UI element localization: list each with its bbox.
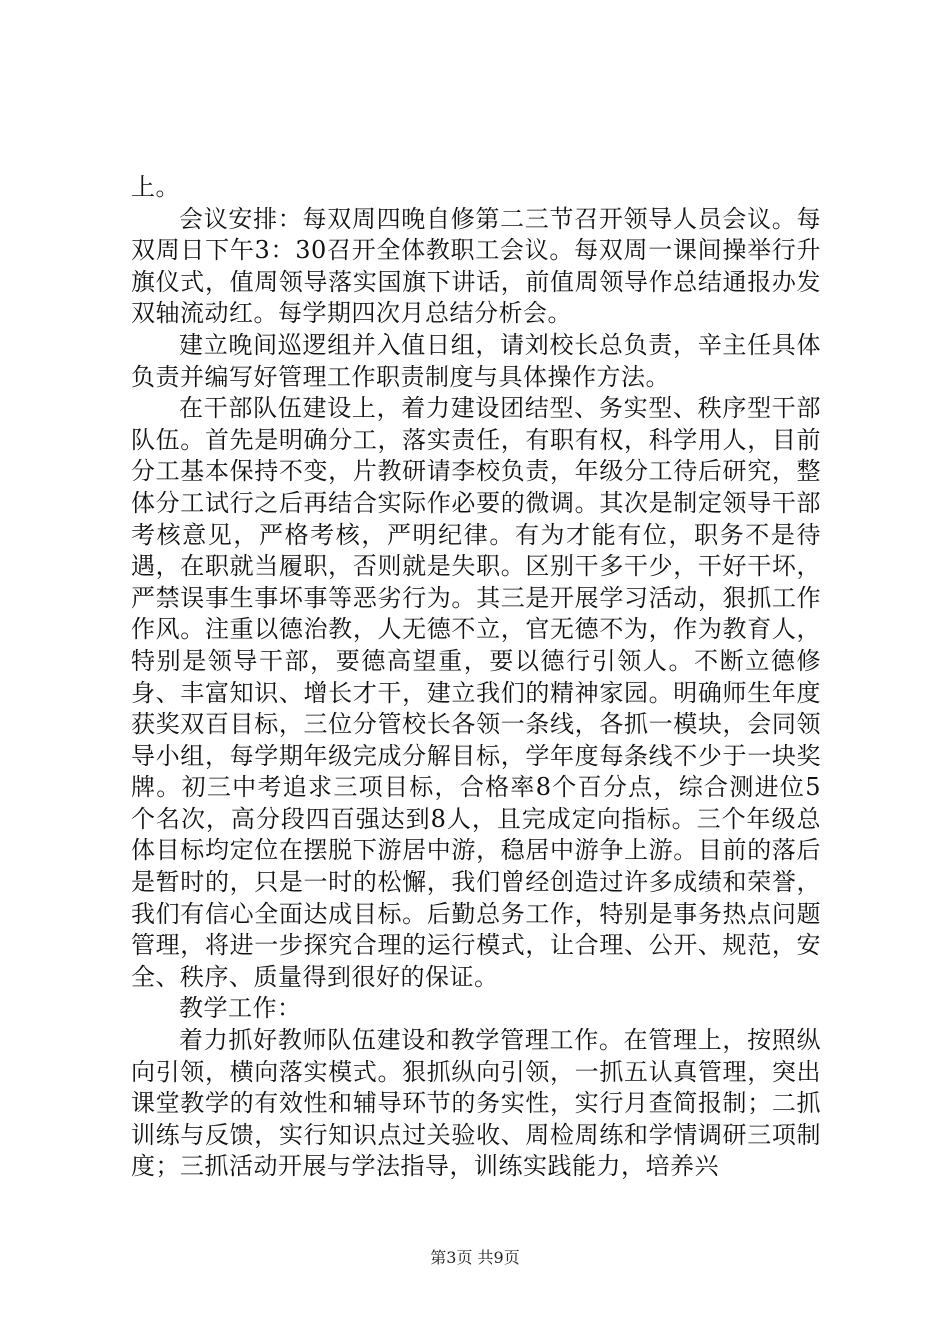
paragraph-night-patrol: 建立晚间巡逻组并入值日组，请刘校长总负责，辛主任具体负责并编写好管理工作职责制度与具体操作方法。 xyxy=(131,330,821,391)
page-footer: 第3页 共9页 xyxy=(430,1248,520,1267)
body-text xyxy=(131,172,821,1183)
paragraph-teaching-management: 着力抓好教师队伍建设和教学管理工作。在管理上，按照纵向引领，横向落实模式。狠抓纵向引领，一抓五认真管理，突出课堂教学的有效性和辅导环节的务实性，实行月查简报制；二抓训练与反馈，实行知识点过关验收、周检周练和学情调研三项制度；三抓活动开展与学法指导，训练实践能力，培养兴 xyxy=(131,1026,821,1181)
section-heading-teaching: 教学工作： xyxy=(179,994,302,1023)
paragraph-meeting-schedule: 会议安排：每双周四晚自修第二三节召开领导人员会议。每双周日下午3：30召开全体教职工会议。每双周一课间操举行升旗仪式，值周领导落实国旗下讲话，前值周领导作总结通报办发双轴流动红。每学期四次月总结分析会。 xyxy=(131,204,821,328)
paragraph-continuation: 上。 xyxy=(131,173,180,201)
paragraph-cadre-building: 在干部队伍建设上，着力建设团结型、务实型、秩序型干部队伍。首先是明确分工，落实责任，有职有权，科学用人，目前分工基本保持不变，片教研请李校负责，年级分工待后研究，整体分工试行之后再结合实际作必要的微调。其次是制定领导干部考核意见，严格考核，严明纪律。有为才能有位，职务不是待遇，在职就当履职，否则就是失职。区别干多干少，干好干坏，严禁误事生事坏事等恶劣行为。其三是开展学习活动，狠抓工作作风。注重以德治教，人无德不立，官无德不为，作为教育人，特别是领导干部，要德高望重，要以德行引领人。不断立德修身、丰富知识、增长才干，建立我们的精神家园。明确师生年度获奖双百目标，三位分管校长各领一条线，各抓一模块，会同领导小组，每学期年级完成分解目标，学年度每条线不少于一块奖牌。初三中考追求三项目标，合格率8个百分点，综合测进位5个名次，高分段四百强达到8人，且完成定向指标。三个年级总体目标均定位在摆脱下游居中游，稳居中游争上游。目前的落后是暂时的，只是一时的松懈，我们曾经创造过许多成绩和荣誉，我们有信心全面达成目标。后勤总务工作，特别是事务热点问题管理，将进一步探究合理的运行模式，让合理、公开、规范，安全、秩序、质量得到很好的保证。 xyxy=(131,394,821,991)
